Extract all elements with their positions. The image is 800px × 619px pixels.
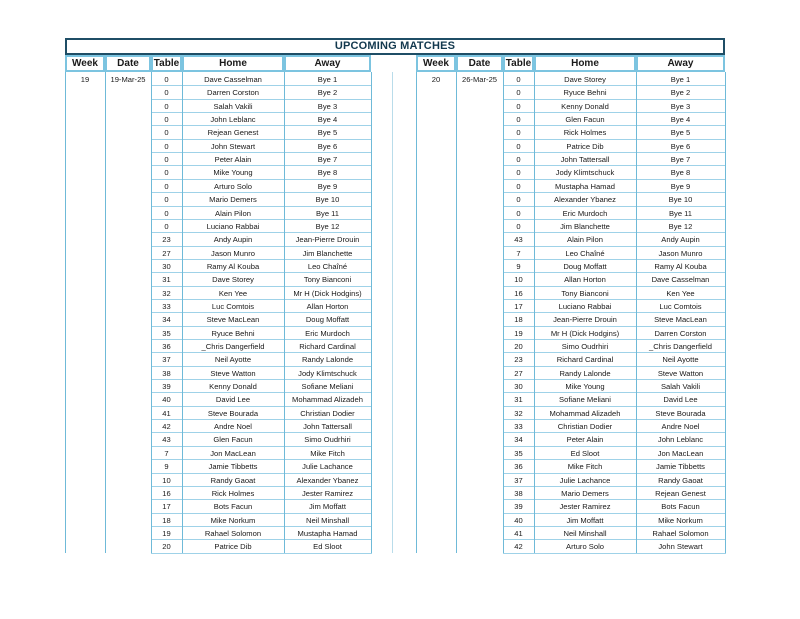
home-cell: Kenny Donald bbox=[561, 101, 609, 111]
away-cell: Eric Murdoch bbox=[305, 328, 350, 338]
away-cell: Salah Vakili bbox=[660, 382, 701, 392]
home-cell: Jim Moffatt bbox=[566, 515, 604, 525]
home-cell: Mike Norkum bbox=[210, 515, 256, 525]
away-cell: Allan Horton bbox=[306, 301, 349, 311]
home-cell: Allan Horton bbox=[564, 275, 606, 285]
away-cell: Jody Klimtschuck bbox=[298, 368, 357, 378]
date-cell: 26-Mar-25 bbox=[461, 75, 498, 84]
home-cell: Mike Young bbox=[565, 382, 605, 392]
table-cell: 0 bbox=[516, 208, 521, 218]
home-cell: Ramy Al Kouba bbox=[206, 261, 260, 271]
home-cell: Darren Corston bbox=[207, 88, 259, 98]
away-cell: Bots Facun bbox=[661, 502, 700, 512]
away-cell: Jason Munro bbox=[658, 248, 703, 258]
away-cell: Ramy Al Kouba bbox=[654, 261, 707, 271]
table-cell: 39 bbox=[162, 382, 171, 392]
table-cell: 0 bbox=[164, 101, 169, 111]
table-cell: 16 bbox=[162, 488, 171, 498]
away-cell: Jester Ramirez bbox=[301, 488, 354, 498]
home-cell: Steve MacLean bbox=[206, 315, 260, 325]
away-cell: Bye 3 bbox=[670, 101, 691, 111]
table-cell: 0 bbox=[516, 195, 521, 205]
header-week: Week bbox=[65, 55, 105, 72]
away-cell: Bye 10 bbox=[668, 195, 693, 205]
away-cell: Luc Comtois bbox=[659, 301, 702, 311]
table-cell: 0 bbox=[164, 181, 169, 191]
away-cell: Bye 7 bbox=[670, 155, 691, 165]
column-divider bbox=[284, 72, 285, 553]
home-cell: Sofiane Meliani bbox=[559, 395, 611, 405]
away-cell: Dave Casselman bbox=[651, 275, 710, 285]
home-cell: Neil Ayotte bbox=[214, 355, 252, 365]
home-cell: Mike Fitch bbox=[567, 462, 603, 472]
column-divider bbox=[636, 72, 637, 553]
home-cell: Alexander Ybanez bbox=[554, 195, 616, 205]
header-date: Date bbox=[456, 55, 503, 72]
table-cell: 9 bbox=[516, 261, 521, 271]
home-cell: Glen Facun bbox=[213, 435, 253, 445]
home-cell: Simo Oudrhiri bbox=[561, 342, 609, 351]
table-cell: 34 bbox=[162, 315, 171, 325]
home-cell: Jon MacLean bbox=[210, 448, 256, 458]
table-cell: 0 bbox=[164, 75, 169, 84]
away-cell: Jon MacLean bbox=[657, 448, 704, 458]
home-cell: John Tattersall bbox=[560, 155, 610, 165]
date-cell: 19-Mar-25 bbox=[110, 75, 146, 84]
home-cell: Eric Murdoch bbox=[562, 208, 608, 218]
home-cell: Peter Alain bbox=[214, 155, 252, 165]
away-cell: Mike Norkum bbox=[658, 515, 703, 525]
table-cell: 0 bbox=[164, 221, 169, 231]
home-cell: Tony Bianconi bbox=[561, 288, 609, 298]
table-cell: 18 bbox=[162, 515, 171, 525]
header-home: Home bbox=[534, 55, 636, 72]
away-cell: Rejean Genest bbox=[655, 488, 706, 498]
home-cell: Dave Casselman bbox=[204, 75, 262, 84]
table-cell: 0 bbox=[164, 168, 169, 178]
home-cell: Arturo Solo bbox=[214, 181, 252, 191]
home-cell: Jester Ramirez bbox=[559, 502, 611, 512]
away-cell: Bye 6 bbox=[317, 141, 338, 151]
table-cell: 35 bbox=[162, 328, 171, 338]
home-cell: Mr H (Dick Hodgins) bbox=[550, 328, 620, 338]
away-cell: Bye 1 bbox=[317, 75, 338, 84]
column-divider bbox=[416, 72, 417, 553]
home-cell: _Chris Dangerfield bbox=[201, 342, 265, 351]
table-cell: 33 bbox=[162, 301, 171, 311]
home-cell: Steve Watton bbox=[210, 368, 256, 378]
home-cell: Rahael Solomon bbox=[204, 528, 262, 538]
row-divider bbox=[503, 553, 726, 554]
column-divider bbox=[65, 72, 66, 553]
table-cell: 42 bbox=[162, 422, 171, 432]
table-cell: 23 bbox=[162, 235, 171, 245]
away-cell: Bye 11 bbox=[315, 208, 340, 218]
week-cell: 19 bbox=[80, 75, 90, 84]
home-cell: Steve Bourada bbox=[207, 408, 259, 418]
table-cell: 32 bbox=[162, 288, 171, 298]
home-cell: Dave Storey bbox=[564, 75, 606, 84]
table-cell: 23 bbox=[514, 355, 523, 365]
table-cell: 0 bbox=[516, 115, 521, 125]
away-cell: Neil Minshall bbox=[305, 515, 350, 525]
home-cell: Julie Lachance bbox=[559, 475, 611, 485]
table-cell: 39 bbox=[514, 502, 523, 512]
table-cell: 42 bbox=[514, 542, 523, 552]
table-cell: 0 bbox=[516, 88, 521, 98]
away-cell: Sofiane Meliani bbox=[301, 382, 354, 392]
table-cell: 0 bbox=[164, 155, 169, 165]
header-week: Week bbox=[416, 55, 456, 72]
table-cell: 20 bbox=[514, 342, 523, 351]
home-cell: Mustapha Hamad bbox=[555, 181, 615, 191]
column-divider bbox=[151, 72, 152, 553]
home-cell: Mario Demers bbox=[209, 195, 257, 205]
table-cell: 0 bbox=[164, 141, 169, 151]
away-cell: Bye 7 bbox=[317, 155, 338, 165]
column-divider bbox=[392, 72, 393, 553]
table-cell: 18 bbox=[514, 315, 523, 325]
away-cell: Mr H (Dick Hodgins) bbox=[293, 288, 362, 298]
away-cell: David Lee bbox=[663, 395, 698, 405]
home-cell: Luciano Rabbai bbox=[206, 221, 260, 231]
column-divider bbox=[456, 72, 457, 553]
header-away: Away bbox=[284, 55, 371, 72]
table-cell: 38 bbox=[162, 368, 171, 378]
table-cell: 0 bbox=[516, 181, 521, 191]
away-cell: Tony Bianconi bbox=[303, 275, 352, 285]
home-cell: Jason Munro bbox=[211, 248, 255, 258]
table-cell: 0 bbox=[516, 168, 521, 178]
table-cell: 38 bbox=[514, 488, 523, 498]
row-divider bbox=[151, 553, 372, 554]
table-cell: 34 bbox=[514, 435, 523, 445]
away-cell: Ed Sloot bbox=[313, 542, 342, 552]
home-cell: John Leblanc bbox=[210, 115, 256, 125]
away-cell: Bye 5 bbox=[670, 128, 691, 138]
home-cell: Patrice Dib bbox=[566, 141, 604, 151]
away-cell: Mike Fitch bbox=[310, 448, 345, 458]
home-cell: Luc Comtois bbox=[211, 301, 255, 311]
away-cell: Doug Moffatt bbox=[305, 315, 350, 325]
away-cell: Randy Lalonde bbox=[301, 355, 354, 365]
home-cell: Dave Storey bbox=[212, 275, 254, 285]
table-cell: 37 bbox=[514, 475, 523, 485]
upcoming-matches-sheet bbox=[65, 38, 725, 552]
away-cell: Randy Gaoat bbox=[658, 475, 703, 485]
away-cell: Bye 3 bbox=[317, 101, 338, 111]
table-cell: 19 bbox=[514, 328, 523, 338]
table-cell: 36 bbox=[162, 342, 171, 351]
away-cell: Bye 2 bbox=[670, 88, 691, 98]
column-divider bbox=[725, 72, 726, 553]
table-cell: 0 bbox=[164, 195, 169, 205]
away-cell: Richard Cardinal bbox=[299, 342, 356, 351]
home-cell: Randy Gaoat bbox=[210, 475, 256, 485]
home-cell: Christian Dodier bbox=[557, 422, 613, 432]
home-cell: David Lee bbox=[215, 395, 251, 405]
home-cell: Andy Aupin bbox=[213, 235, 253, 245]
away-cell: Alexander Ybanez bbox=[296, 475, 359, 485]
week-cell: 20 bbox=[431, 75, 441, 84]
away-cell: Neil Ayotte bbox=[662, 355, 699, 365]
away-cell: Mohammad Alizadeh bbox=[292, 395, 363, 405]
table-cell: 0 bbox=[516, 221, 521, 231]
home-cell: Rejean Genest bbox=[207, 128, 259, 138]
away-cell: Bye 11 bbox=[668, 208, 693, 218]
home-cell: Doug Moffatt bbox=[563, 261, 607, 271]
home-cell: Arturo Solo bbox=[566, 542, 604, 552]
home-cell: Ken Yee bbox=[218, 288, 248, 298]
table-cell: 37 bbox=[162, 355, 171, 365]
home-cell: Jean-Pierre Drouin bbox=[553, 315, 617, 325]
away-cell: Julie Lachance bbox=[302, 462, 353, 472]
table-cell: 0 bbox=[164, 208, 169, 218]
table-cell: 0 bbox=[164, 115, 169, 125]
home-cell: Mario Demers bbox=[561, 488, 609, 498]
home-cell: Mohammad Alizadeh bbox=[549, 408, 621, 418]
away-cell: John Stewart bbox=[658, 542, 703, 552]
column-divider bbox=[371, 72, 372, 553]
away-cell: _Chris Dangerfield bbox=[649, 342, 712, 351]
column-divider bbox=[534, 72, 535, 553]
column-divider bbox=[105, 72, 106, 553]
table-cell: 33 bbox=[514, 422, 523, 432]
table-cell: 16 bbox=[514, 288, 523, 298]
away-cell: Bye 1 bbox=[670, 75, 691, 84]
table-cell: 30 bbox=[162, 261, 171, 271]
away-cell: Christian Dodier bbox=[300, 408, 355, 418]
away-cell: Bye 9 bbox=[670, 181, 691, 191]
home-cell: Peter Alain bbox=[566, 435, 604, 445]
table-cell: 30 bbox=[514, 382, 523, 392]
home-cell: Rick Holmes bbox=[211, 488, 255, 498]
home-cell: Richard Cardinal bbox=[556, 355, 614, 365]
away-cell: John Tattersall bbox=[303, 422, 352, 432]
home-cell: Neil Minshall bbox=[563, 528, 607, 538]
table-cell: 10 bbox=[514, 275, 523, 285]
away-cell: Bye 4 bbox=[317, 115, 338, 125]
column-divider bbox=[182, 72, 183, 553]
away-cell: Steve MacLean bbox=[654, 315, 707, 325]
home-cell: Leo Chaîné bbox=[565, 248, 605, 258]
away-cell: Andre Noel bbox=[661, 422, 700, 432]
away-cell: Jim Blanchette bbox=[302, 248, 353, 258]
table-cell: 7 bbox=[516, 248, 521, 258]
home-cell: Mike Young bbox=[213, 168, 253, 178]
table-cell: 35 bbox=[514, 448, 523, 458]
table-cell: 36 bbox=[514, 462, 523, 472]
table-cell: 32 bbox=[514, 408, 523, 418]
away-cell: Jim Moffatt bbox=[309, 502, 346, 512]
home-cell: Bots Facun bbox=[213, 502, 253, 512]
header-home: Home bbox=[182, 55, 284, 72]
table-cell: 0 bbox=[516, 141, 521, 151]
away-cell: Andy Aupin bbox=[661, 235, 700, 245]
home-cell: Glen Facun bbox=[565, 115, 605, 125]
away-cell: Simo Oudrhiri bbox=[304, 435, 351, 445]
away-cell: Jamie Tibbetts bbox=[656, 462, 705, 472]
header-date: Date bbox=[105, 55, 151, 72]
column-divider bbox=[503, 72, 504, 553]
table-cell: 27 bbox=[162, 248, 171, 258]
away-cell: Bye 12 bbox=[315, 221, 340, 231]
away-cell: Darren Corston bbox=[654, 328, 707, 338]
away-cell: Bye 12 bbox=[668, 221, 693, 231]
table-cell: 0 bbox=[516, 128, 521, 138]
away-cell: Bye 9 bbox=[317, 181, 338, 191]
away-cell: Bye 6 bbox=[670, 141, 691, 151]
away-cell: Bye 8 bbox=[670, 168, 691, 178]
away-cell: Steve Watton bbox=[657, 368, 704, 378]
table-cell: 0 bbox=[516, 155, 521, 165]
header-table: Table bbox=[151, 55, 182, 72]
away-cell: Bye 10 bbox=[315, 195, 340, 205]
home-cell: Salah Vakili bbox=[213, 101, 253, 111]
home-cell: Alain Pilon bbox=[215, 208, 251, 218]
home-cell: Rick Holmes bbox=[563, 128, 607, 138]
away-cell: Bye 4 bbox=[670, 115, 691, 125]
home-cell: Alain Pilon bbox=[567, 235, 603, 245]
away-cell: John Leblanc bbox=[657, 435, 704, 445]
table-cell: 10 bbox=[162, 475, 171, 485]
header-table: Table bbox=[503, 55, 534, 72]
home-cell: Ryuce Behni bbox=[211, 328, 255, 338]
away-cell: Bye 5 bbox=[317, 128, 338, 138]
table-cell: 31 bbox=[162, 275, 171, 285]
table-cell: 43 bbox=[514, 235, 523, 245]
home-cell: Jim Blanchette bbox=[560, 221, 610, 231]
away-cell: Steve Bourada bbox=[655, 408, 706, 418]
table-cell: 19 bbox=[162, 528, 171, 538]
home-cell: Jody Klimtschuck bbox=[555, 168, 615, 178]
table-cell: 0 bbox=[164, 88, 169, 98]
table-cell: 7 bbox=[164, 448, 169, 458]
away-cell: Bye 2 bbox=[317, 88, 338, 98]
table-cell: 17 bbox=[162, 502, 171, 512]
table-cell: 40 bbox=[514, 515, 523, 525]
table-cell: 41 bbox=[162, 408, 171, 418]
home-cell: Randy Lalonde bbox=[559, 368, 611, 378]
table-cell: 0 bbox=[164, 128, 169, 138]
home-cell: Andre Noel bbox=[214, 422, 252, 432]
table-cell: 43 bbox=[162, 435, 171, 445]
home-cell: Ed Sloot bbox=[570, 448, 600, 458]
table-cell: 27 bbox=[514, 368, 523, 378]
home-cell: Ryuce Behni bbox=[563, 88, 607, 98]
away-cell: Bye 8 bbox=[317, 168, 338, 178]
away-cell: Leo Chaîné bbox=[307, 261, 348, 271]
table-cell: 20 bbox=[162, 542, 171, 552]
home-cell: Luciano Rabbai bbox=[558, 301, 612, 311]
table-cell: 9 bbox=[164, 462, 169, 472]
table-cell: 0 bbox=[516, 101, 521, 111]
home-cell: Patrice Dib bbox=[214, 542, 252, 552]
table-cell: 31 bbox=[514, 395, 523, 405]
table-cell: 17 bbox=[514, 301, 523, 311]
away-cell: Mustapha Hamad bbox=[297, 528, 358, 538]
table-cell: 0 bbox=[516, 75, 521, 84]
away-cell: Ken Yee bbox=[666, 288, 695, 298]
away-cell: Jean-Pierre Drouin bbox=[295, 235, 360, 245]
away-cell: Rahael Solomon bbox=[652, 528, 709, 538]
table-cell: 40 bbox=[162, 395, 171, 405]
sheet-title: UPCOMING MATCHES bbox=[65, 38, 725, 55]
table-cell: 41 bbox=[514, 528, 523, 538]
home-cell: Kenny Donald bbox=[209, 382, 257, 392]
home-cell: John Stewart bbox=[210, 141, 256, 151]
home-cell: Jamie Tibbetts bbox=[208, 462, 258, 472]
header-away: Away bbox=[636, 55, 725, 72]
